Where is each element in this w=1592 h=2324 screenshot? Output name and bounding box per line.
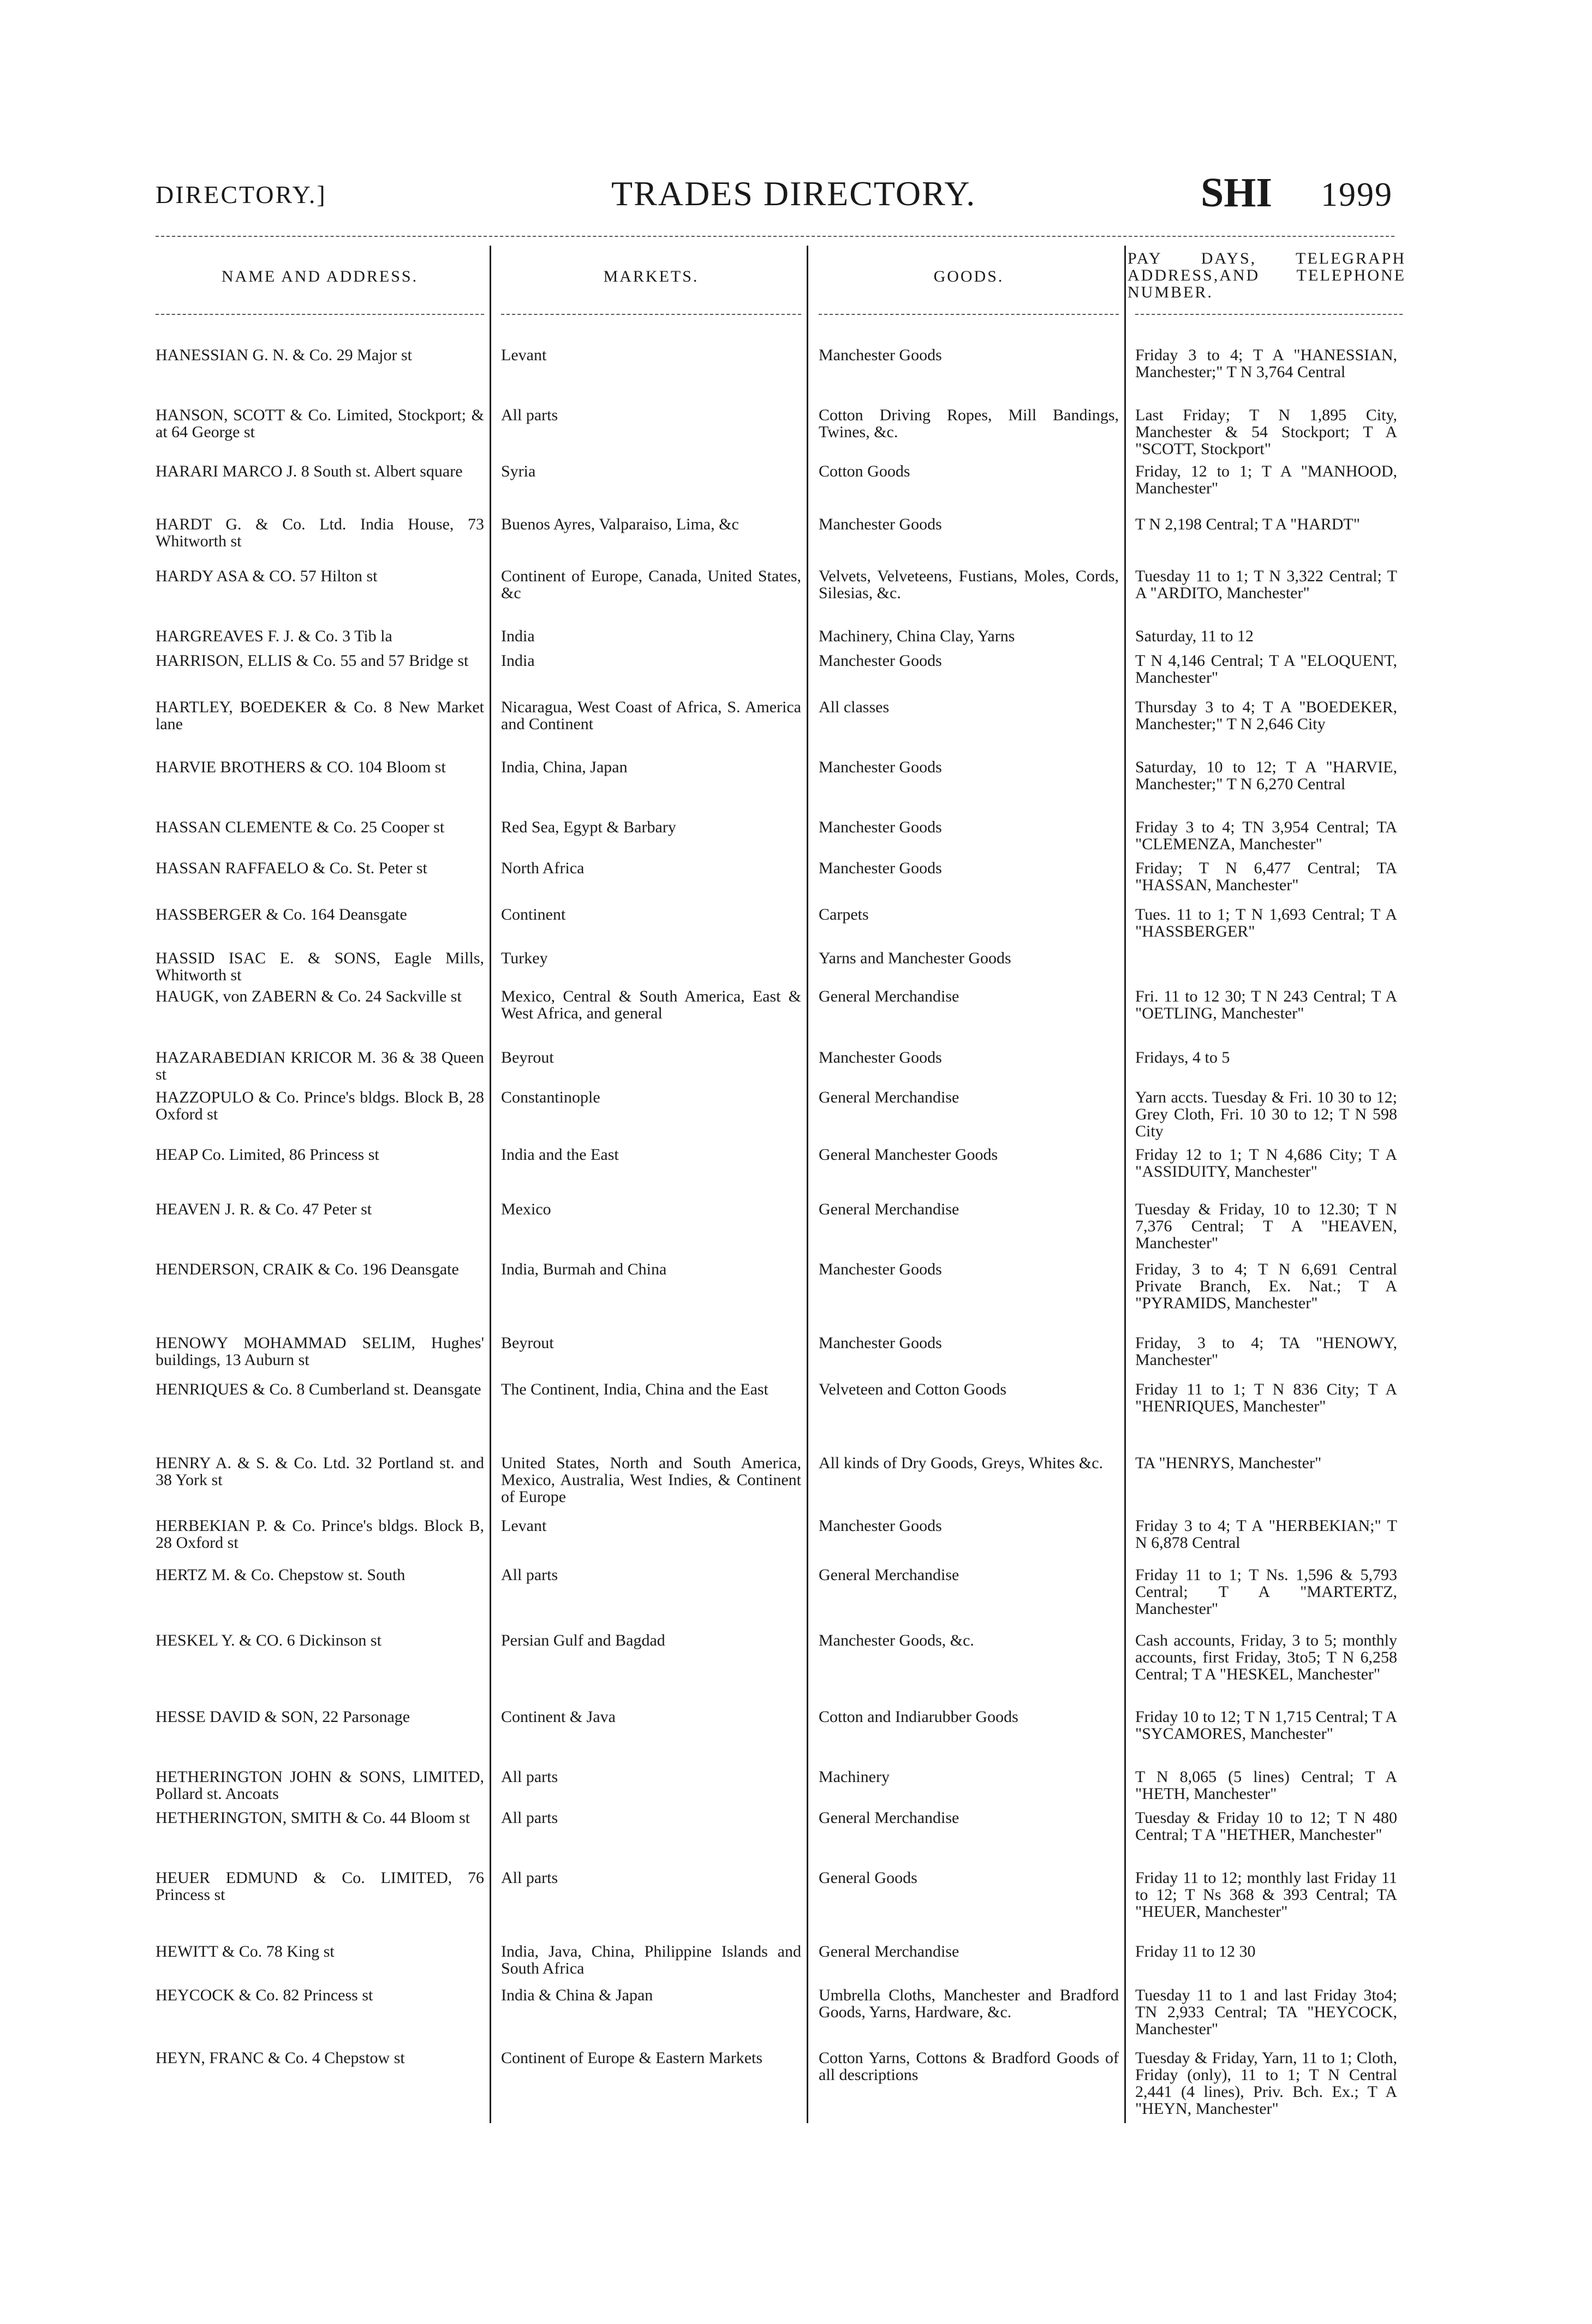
entry-markets: Continent	[501, 905, 566, 923]
entry-markets: Persian Gulf and Bagdad	[501, 1631, 665, 1649]
entry-pay-days: Tuesday 11 to 1; T N 3,322 Central; T A "ARDITO, Manchester"	[1135, 567, 1397, 602]
entry-markets: India, China, Japan	[501, 758, 628, 776]
entry-goods: General Merchandise	[819, 1942, 959, 1960]
entry-name-address: HANSON, SCOTT & Co. Limited, Stockport; & at 64 George st	[156, 406, 484, 441]
entry-name-address: HENDERSON, CRAIK & Co. 196 Deansgate	[156, 1260, 459, 1278]
entry-name-address: HAUGK, von ZABERN & Co. 24 Sackville st	[156, 987, 462, 1005]
entry-name-address: HENRY A. & S. & Co. Ltd. 32 Portland st. and 38 York st	[156, 1454, 484, 1489]
entry-markets: Continent of Europe, Canada, United States, &c	[501, 567, 801, 602]
page-number: 1999	[1321, 176, 1393, 213]
column-divider-1	[490, 246, 491, 2123]
entry-goods: General Goods	[819, 1869, 917, 1887]
entry-pay-days: Thursday 3 to 4; T A "BOEDEKER, Manchester;" T N 2,646 City	[1135, 698, 1397, 733]
entry-markets: All parts	[501, 1809, 558, 1827]
entry-pay-days: Saturday, 11 to 12	[1135, 627, 1254, 645]
entry-name-address: HEWITT & Co. 78 King st	[156, 1942, 335, 1960]
entry-goods: Manchester Goods	[819, 1048, 942, 1066]
entry-markets: Turkey	[501, 949, 548, 967]
entry-markets: Levant	[501, 346, 547, 364]
entry-goods: Velveteen and Cotton Goods	[819, 1380, 1007, 1398]
entry-name-address: HEAP Co. Limited, 86 Princess st	[156, 1146, 379, 1164]
entry-pay-days: Tuesday & Friday, Yarn, 11 to 1; Cloth, Friday (only), 11 to 1; T N Central 2,441 (4 lines), Priv. Bch. Ex.; T A "HEYN, Manchester"	[1135, 2049, 1397, 2118]
entry-name-address: HARTLEY, BOEDEKER & Co. 8 New Market lane	[156, 698, 484, 733]
entry-goods: Velvets, Velveteens, Fustians, Moles, Cords, Silesias, &c.	[819, 567, 1119, 602]
entry-name-address: HARVIE BROTHERS & CO. 104 Bloom st	[156, 758, 446, 776]
entry-name-address: HARRISON, ELLIS & Co. 55 and 57 Bridge st	[156, 652, 469, 670]
entry-goods: All kinds of Dry Goods, Greys, Whites &c.	[819, 1454, 1104, 1472]
entry-name-address: HEYN, FRANC & Co. 4 Chepstow st	[156, 2049, 405, 2067]
entry-goods: Manchester Goods	[819, 1517, 942, 1535]
entry-goods: General Manchester Goods	[819, 1146, 998, 1164]
entry-name-address: HERTZ M. & Co. Chepstow st. South	[156, 1566, 406, 1584]
entry-pay-days: T N 4,146 Central; T A "ELOQUENT, Manchester"	[1135, 652, 1397, 687]
entry-goods: General Merchandise	[819, 1200, 959, 1218]
entry-goods: Manchester Goods	[819, 859, 942, 877]
entry-markets: Beyrout	[501, 1048, 554, 1066]
entry-pay-days: Friday 3 to 4; T A "HANESSIAN, Manchester;" T N 3,764 Central	[1135, 346, 1397, 381]
entry-goods: General Merchandise	[819, 1088, 959, 1106]
entry-pay-days: Friday 11 to 12; monthly last Friday 11 to 12; T Ns 368 & 393 Central; TA "HEUER, Manchester"	[1135, 1869, 1397, 1921]
entry-pay-days: Tuesday & Friday, 10 to 12.30; T N 7,376 Central; T A "HEAVEN, Manchester"	[1135, 1200, 1397, 1252]
entry-name-address: HAZARABEDIAN KRICOR M. 36 & 38 Queen st	[156, 1048, 484, 1083]
entry-name-address: HARDY ASA & CO. 57 Hilton st	[156, 567, 378, 585]
entry-name-address: HASSAN RAFFAELO & Co. St. Peter st	[156, 859, 427, 877]
entry-name-address: HEUER EDMUND & Co. LIMITED, 76 Princess st	[156, 1869, 484, 1904]
entry-name-address: HASSID ISAC E. & SONS, Eagle Mills, Whitworth st	[156, 949, 484, 984]
entry-markets: Mexico, Central & South America, East & West Africa, and general	[501, 987, 801, 1022]
entry-pay-days: Friday, 3 to 4; T N 6,691 Central Private Branch, Ex. Nat.; T A "PYRAMIDS, Manchester"	[1135, 1260, 1397, 1312]
entry-goods: Cotton Goods	[819, 462, 910, 480]
entry-name-address: HANESSIAN G. N. & Co. 29 Major st	[156, 346, 413, 364]
running-head-left: DIRECTORY.]	[156, 181, 327, 208]
entry-goods: Cotton Yarns, Cottons & Bradford Goods of all descriptions	[819, 2049, 1119, 2084]
entry-markets: Beyrout	[501, 1334, 554, 1352]
header-rule	[156, 236, 1394, 237]
entry-markets: All parts	[501, 406, 558, 424]
entry-goods: Manchester Goods	[819, 515, 942, 533]
entry-goods: Manchester Goods	[819, 652, 942, 670]
entry-name-address: HESKEL Y. & CO. 6 Dickinson st	[156, 1631, 381, 1649]
entry-name-address: HASSAN CLEMENTE & Co. 25 Cooper st	[156, 818, 445, 836]
entry-markets: India, Burmah and China	[501, 1260, 667, 1278]
column-divider-3	[1124, 246, 1126, 2123]
column-header-underline-pay	[1135, 314, 1403, 315]
entry-name-address: HARDT G. & Co. Ltd. India House, 73 Whitworth st	[156, 515, 484, 550]
column-header-markets: MARKETS.	[603, 267, 699, 285]
entry-pay-days: Tuesday 11 to 1 and last Friday 3to4; TN 2,933 Central; TA "HEYCOCK, Manchester"	[1135, 1986, 1397, 2038]
entry-pay-days: T N 2,198 Central; T A "HARDT"	[1135, 515, 1361, 533]
entry-markets: Syria	[501, 462, 536, 480]
entry-markets: India and the East	[501, 1146, 619, 1164]
entry-goods: Cotton and Indiarubber Goods	[819, 1708, 1018, 1726]
entry-goods: Manchester Goods	[819, 818, 942, 836]
entry-name-address: HENOWY MOHAMMAD SELIM, Hughes' buildings, 13 Auburn st	[156, 1334, 484, 1369]
entry-pay-days: Friday 11 to 1; T N 836 City; T A "HENRIQUES, Manchester"	[1135, 1380, 1397, 1415]
entry-markets: Nicaragua, West Coast of Africa, S. America and Continent	[501, 698, 801, 733]
entry-pay-days: Friday 11 to 1; T Ns. 1,596 & 5,793 Central; T A "MARTERTZ, Manchester"	[1135, 1566, 1397, 1618]
column-header-underline-name	[156, 314, 484, 315]
entry-goods: General Merchandise	[819, 1566, 959, 1584]
page-title: TRADES DIRECTORY.	[611, 174, 976, 213]
entry-goods: Manchester Goods, &c.	[819, 1631, 974, 1649]
entry-pay-days: T N 8,065 (5 lines) Central; T A "HETH, Manchester"	[1135, 1768, 1397, 1803]
entry-pay-days: Friday 11 to 12 30	[1135, 1942, 1256, 1960]
entry-markets: All parts	[501, 1768, 558, 1786]
entry-markets: United States, North and South America, Mexico, Australia, West Indies, & Continent of Europe	[501, 1454, 801, 1506]
entry-markets: India	[501, 652, 535, 670]
entry-goods: General Merchandise	[819, 1809, 959, 1827]
entry-goods: Machinery, China Clay, Yarns	[819, 627, 1015, 645]
entry-goods: Manchester Goods	[819, 1334, 942, 1352]
entry-name-address: HENRIQUES & Co. 8 Cumberland st. Deansgate	[156, 1380, 481, 1398]
entry-markets: Red Sea, Egypt & Barbary	[501, 818, 676, 836]
entry-goods: General Merchandise	[819, 987, 959, 1005]
entry-pay-days: Friday 3 to 4; TN 3,954 Central; TA "CLEMENZA, Manchester"	[1135, 818, 1397, 853]
entry-pay-days: Fri. 11 to 12 30; T N 243 Central; T A "OETLING, Manchester"	[1135, 987, 1397, 1022]
entry-pay-days: Yarn accts. Tuesday & Fri. 10 30 to 12; Grey Cloth, Fri. 10 30 to 12; T N 598 City	[1135, 1088, 1397, 1140]
entry-markets: India, Java, China, Philippine Islands and South Africa	[501, 1942, 801, 1977]
entry-name-address: HEAVEN J. R. & Co. 47 Peter st	[156, 1200, 372, 1218]
column-header-name: NAME AND ADDRESS.	[221, 267, 419, 285]
column-header-underline-markets	[501, 314, 801, 315]
entry-pay-days: Fridays, 4 to 5	[1135, 1048, 1230, 1066]
entry-goods: Manchester Goods	[819, 346, 942, 364]
entry-markets: Buenos Ayres, Valparaiso, Lima, &c	[501, 515, 739, 533]
entry-pay-days: Friday, 12 to 1; T A "MANHOOD, Manchester"	[1135, 462, 1397, 497]
entry-pay-days: Friday; T N 6,477 Central; TA "HASSAN, Manchester"	[1135, 859, 1397, 894]
section-letters: SHI	[1201, 170, 1272, 216]
entry-markets: The Continent, India, China and the East	[501, 1380, 768, 1398]
entry-pay-days: Cash accounts, Friday, 3 to 5; monthly accounts, first Friday, 3to5; T N 6,258 Central; T A "HESKEL, Manchester"	[1135, 1631, 1397, 1683]
entry-goods: Machinery	[819, 1768, 890, 1786]
entry-name-address: HEYCOCK & Co. 82 Princess st	[156, 1986, 373, 2004]
entry-markets: Levant	[501, 1517, 547, 1535]
entry-markets: India & China & Japan	[501, 1986, 653, 2004]
entry-name-address: HESSE DAVID & SON, 22 Parsonage	[156, 1708, 410, 1726]
entry-name-address: HARGREAVES F. J. & Co. 3 Tib la	[156, 627, 392, 645]
entry-name-address: HASSBERGER & Co. 164 Deansgate	[156, 905, 407, 923]
entry-pay-days: Friday 3 to 4; T A "HERBEKIAN;" T N 6,878 Central	[1135, 1517, 1397, 1552]
entry-goods: Cotton Driving Ropes, Mill Bandings, Twines, &c.	[819, 406, 1119, 441]
entry-markets: Mexico	[501, 1200, 551, 1218]
entry-goods: Manchester Goods	[819, 758, 942, 776]
entry-goods: Umbrella Cloths, Manchester and Bradford Goods, Yarns, Hardware, &c.	[819, 1986, 1119, 2021]
entry-pay-days: Friday 10 to 12; T N 1,715 Central; T A "SYCAMORES, Manchester"	[1135, 1708, 1397, 1743]
entry-markets: Continent of Europe & Eastern Markets	[501, 2049, 763, 2067]
entry-pay-days: Saturday, 10 to 12; T A "HARVIE, Manchester;" T N 6,270 Central	[1135, 758, 1397, 793]
entry-pay-days: Tuesday & Friday 10 to 12; T N 480 Central; T A "HETHER, Manchester"	[1135, 1809, 1397, 1844]
entry-markets: All parts	[501, 1566, 558, 1584]
entry-markets: Continent & Java	[501, 1708, 616, 1726]
column-header-underline-goods	[819, 314, 1119, 315]
entry-pay-days: Tues. 11 to 1; T N 1,693 Central; T A "HASSBERGER"	[1135, 905, 1397, 940]
entry-name-address: HETHERINGTON, SMITH & Co. 44 Bloom st	[156, 1809, 470, 1827]
column-header-goods: GOODS.	[933, 267, 1004, 285]
entry-name-address: HETHERINGTON JOHN & SONS, LIMITED, Pollard st. Ancoats	[156, 1768, 484, 1803]
column-divider-2	[807, 246, 808, 2123]
entry-pay-days: Friday, 3 to 4; TA "HENOWY, Manchester"	[1135, 1334, 1397, 1369]
entry-markets: Constantinople	[501, 1088, 600, 1106]
entry-goods: Carpets	[819, 905, 869, 923]
entry-name-address: HAZZOPULO & Co. Prince's bldgs. Block B, 28 Oxford st	[156, 1088, 484, 1123]
entry-pay-days: TA "HENRYS, Manchester"	[1135, 1454, 1322, 1472]
column-header-pay: PAY DAYS, TELEGRAPH ADDRESS,AND TELEPHONE NUMBER.	[1128, 249, 1406, 301]
entry-markets: India	[501, 627, 535, 645]
entry-name-address: HARARI MARCO J. 8 South st. Albert square	[156, 462, 463, 480]
entry-pay-days: Friday 12 to 1; T N 4,686 City; T A "ASSIDUITY, Manchester"	[1135, 1146, 1397, 1181]
entry-markets: All parts	[501, 1869, 558, 1887]
entry-pay-days: Last Friday; T N 1,895 City, Manchester & 54 Stockport; T A "SCOTT, Stockport"	[1135, 406, 1397, 458]
entry-goods: Yarns and Manchester Goods	[819, 949, 1011, 967]
entry-markets: North Africa	[501, 859, 585, 877]
entry-goods: All classes	[819, 698, 890, 716]
entry-name-address: HERBEKIAN P. & Co. Prince's bldgs. Block B, 28 Oxford st	[156, 1517, 484, 1552]
entry-goods: Manchester Goods	[819, 1260, 942, 1278]
